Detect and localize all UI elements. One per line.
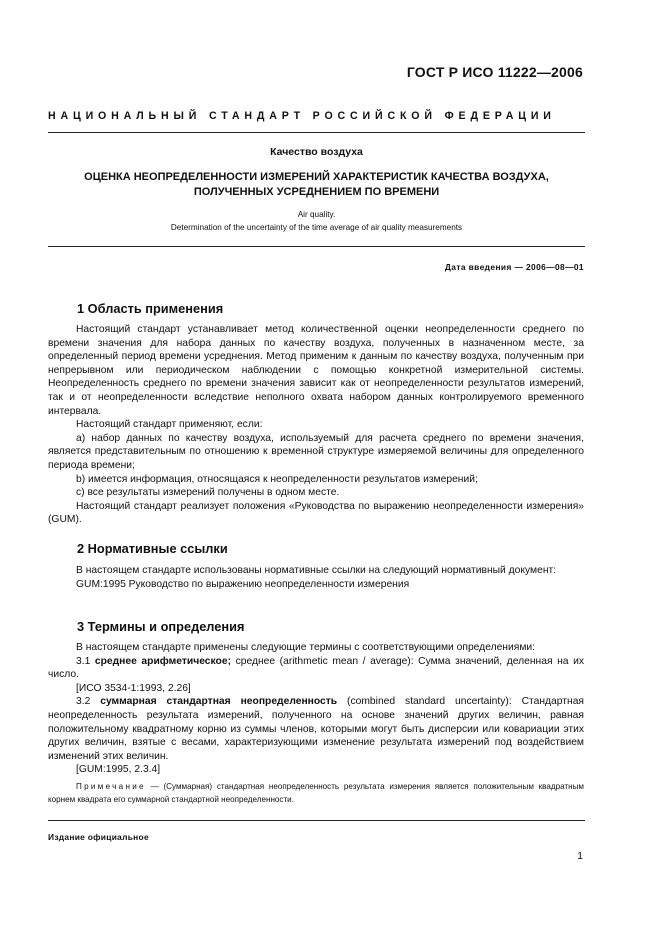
section-1-paragraph: Настоящий стандарт применяют, если: (76, 419, 263, 431)
section-3-heading: 3 Термины и определения (77, 619, 245, 634)
term-definition: (combined standard uncertainty): Стандартная неопределенность результата измерений, полученного на основе значений других величин, равная положительному квадратному корню из суммы членов, которыми могут быть дисперсии или ковариации этих других величин, взятые с весами, характеризующими изменение результата измерений под воздействием изменений этих величин. (48, 696, 584, 762)
title-line-1: ОЦЕНКА НЕОПРЕДЕЛЕННОСТИ ИЗМЕРЕНИЙ ХАРАКТЕРИСТИК КАЧЕСТВА ВОЗДУХА, (84, 171, 549, 183)
english-title (48, 209, 585, 234)
document-code: ГОСТ Р ИСО 11222—2006 (406, 64, 583, 80)
section-2-heading: 2 Нормативные ссылки (77, 541, 228, 556)
effective-date: Дата введения — 2006—08—01 (444, 262, 584, 272)
section-2-body (48, 564, 584, 591)
note (48, 781, 584, 806)
footer-rule (48, 820, 585, 821)
section-3-paragraph: В настоящем стандарте применены следующие термины с соответствующими определениями: (76, 642, 536, 653)
term-number: 3.2 (76, 696, 101, 708)
list-item-a: а) набор данных по качеству воздуха, используемый для расчета среднего по времени значения, является представительным по отношению к временной структуре измеряемой величины для определенного периода времени; (48, 432, 584, 471)
term-reference: [GUM:1995, 2.3.4] (76, 764, 161, 776)
national-standard-banner: НАЦИОНАЛЬНЫЙ СТАНДАРТ РОССИЙСКОЙ ФЕДЕРАЦИИ (48, 110, 556, 122)
english-title-line-1: Air quality. (297, 210, 336, 219)
section-1-paragraph: Настоящий стандарт устанавливает метод количественной оценки неопределенности среднего по времени значения для набора данных по качеству воздуха, полученных в назначенном месте, за определенный период времени усреднения. Метод применим к данным по качеству воздуха, полученным при непрерывном или периодическом наблюдении с помощью конкретной измерительной системы. Неопределенность среднего по времени значения зависит как от неопределенности результатов измерений, так и от неопределенности вследствие неполного охвата набором данных контролируемого временного интервала. (48, 324, 584, 417)
note-text: — (Суммарная) стандартная неопределенность результата измерения является положительным квадратным корнем квадрата его суммарной стандартной неопределенности. (48, 782, 584, 804)
note-label: Примечание (76, 782, 146, 791)
section-2-paragraph: В настоящем стандарте использованы нормативные ссылки на следующий нормативный документ: (76, 565, 557, 576)
term-definition: среднее (arithmetic mean / average): Сумма значений, деленная на их число. (48, 655, 584, 681)
term-reference: [ИСО 3534-1:1993, 2.26] (76, 682, 191, 694)
term-name: суммарная стандартная неопределенность (100, 696, 338, 708)
section-1-heading: 1 Область применения (77, 301, 224, 316)
english-title-line-2: Determination of the uncertainty of the time average of air quality measurements (170, 222, 463, 232)
edition-label: Издание официальное (48, 832, 149, 842)
subject-title: Качество воздуха (270, 146, 363, 158)
term-3-1 (48, 655, 584, 682)
term-name: среднее арифметическое; (94, 655, 231, 667)
header-rule (48, 132, 585, 133)
section-1-paragraph: Настоящий стандарт реализует положения «Руководства по выражению неопределенности измерения» (GUM). (48, 500, 584, 526)
term-number: 3.1 (76, 655, 95, 667)
list-item-c: с) все результаты измерений получены в одном месте. (76, 487, 340, 499)
section-1-body (48, 323, 584, 527)
page-number: 1 (577, 851, 583, 862)
normative-reference: GUM:1995 Руководство по выражению неопределенности измерения (76, 578, 410, 590)
title-line-2: ПОЛУЧЕННЫХ УСРЕДНЕНИЕМ ПО ВРЕМЕНИ (193, 185, 440, 198)
list-item-b: b) имеется информация, относящаяся к неопределенности результатов измерений; (76, 473, 478, 485)
title-rule (48, 246, 585, 247)
section-3-body (48, 641, 584, 777)
term-3-2 (48, 695, 584, 763)
document-title (48, 170, 585, 199)
